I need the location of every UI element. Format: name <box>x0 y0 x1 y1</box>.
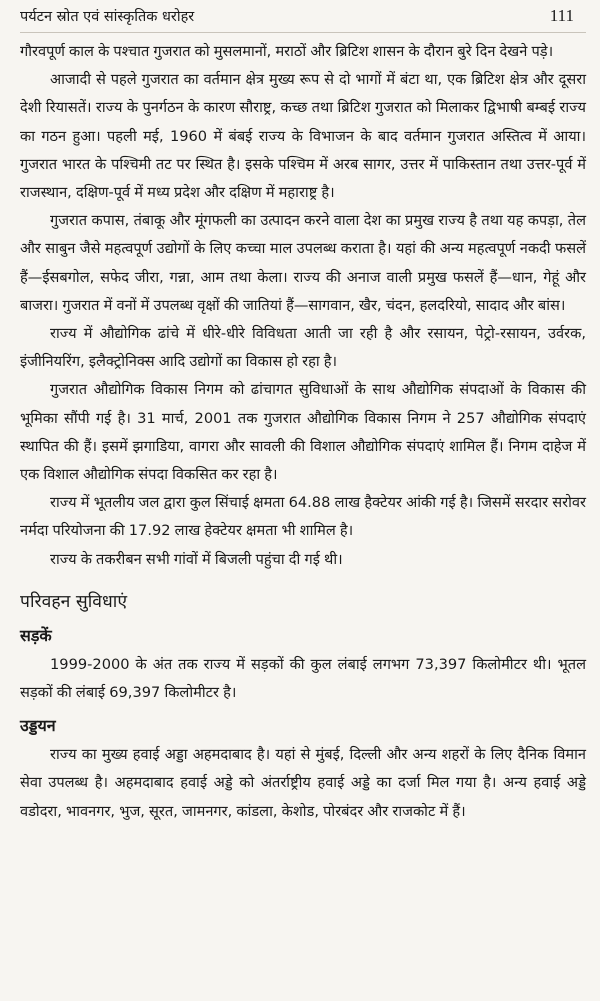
paragraph: गुजरात कपास, तंबाकू और मूंगफली का उत्पादन करने वाला देश का प्रमुख राज्य है तथा यह कपड़ा, तेल और साबुन जैसे महत्वपूर्ण उद्योगों के लिए कच्चा माल उपलब्ध कराता है। यहां की अन्य महत्वपूर्ण नकदी फसलें हैं—ईसबगोल, सफेद जीरा, गन्ना, आम तथा केला। राज्य की अनाज वाली प्रमुख फसलें हैं—धान, गेहूं और बाजरा। गुजरात में वनों में उपलब्ध वृक्षों की जातियां हैं—सागवान, खैर, चंदन, हलदरियो, सादाद और बांस। <box>20 212 586 314</box>
section-heading-transport: परिवहन सुविधाएं <box>20 591 127 612</box>
print-fade-overlay <box>0 861 60 1001</box>
paragraph-roads: 1999-2000 के अंत तक राज्य में सड़कों की कुल लंबाई लगभग 73,397 किलोमीटर थी। भूतल सड़कों की लंबाई 69,397 किलोमीटर है। <box>20 655 586 702</box>
paragraph: आजादी से पहले गुजरात का वर्तमान क्षेत्र मुख्य रूप से दो भागों में बंटा था, एक ब्रिटिश क्षेत्र और दूसरा देशी रियासतें। राज्य के पुनर्गठन के कारण सौराष्ट्र, कच्छ तथा ब्रिटिश गुजरात को मिलाकर द्विभाषी बम्बई राज्य का गठन हुआ। पहली मई, 1960 में बंबई राज्य के विभाजन के बाद वर्तमान गुजरात अस्तित्व में आया। गुजरात भारत के पश्चिमी तट पर स्थित है। इसके पश्चिम में अरब सागर, उत्तर में पाकिस्तान तथा उत्तर-पूर्व में राजस्थान, दक्षिण-पूर्व में मध्य प्रदेश और दक्षिण में महाराष्ट्र है। <box>20 71 586 202</box>
paragraph: राज्य में भूतलीय जल द्वारा कुल सिंचाई क्षमता 64.88 लाख हैक्टेयर आंकी गई है। जिसमें सरदार सरोवर नर्मदा परियोजना की 17.92 लाख हेक्टेयर क्षमता भी शामिल है। <box>20 494 586 540</box>
paragraph: राज्य के तकरीबन सभी गांवों में बिजली पहुंचा दी गई थी। <box>50 550 343 568</box>
running-title: पर्यटन स्रोत एवं सांस्कृतिक धरोहर <box>20 9 195 25</box>
paragraph: गौरवपूर्ण काल के पश्चात गुजरात को मुसलमानों, मराठों और ब्रिटिश शासन के दौरान बुरे दिन देखने पड़े। <box>20 43 554 60</box>
paragraph-aviation: राज्य का मुख्य हवाई अड्डा अहमदाबाद है। यहां से मुंबई, दिल्ली और अन्य शहरों के लिए दैनिक विमान सेवा उपलब्ध है। अहमदाबाद हवाई अड्डे को अंतर्राष्ट्रीय हवाई अड्डे का दर्जा मिल गया है। अन्य हवाई अड्डे वडोदरा, भावनगर, भुज, सूरत, जामनगर, कांडला, केशोड, पोरबंदर और राजकोट में हैं। <box>20 746 586 820</box>
subheading-aviation: उड्डयन <box>20 716 56 736</box>
subheading-roads: सड़कें <box>20 625 52 645</box>
page-number: 111 <box>549 6 574 25</box>
paragraph: गुजरात औद्योगिक विकास निगम को ढांचागत सुविधाओं के साथ औद्योगिक संपदाओं के विकास की भूमिका सौंपी गई है। 31 मार्च, 2001 तक गुजरात औद्योगिक विकास निगम ने 257 औद्योगिक संपदाएं स्थापित की हैं। इसमें झगाडिया, वागरा और सावली की विशाल औद्योगिक संपदाएं शामिल हैं। निगम दाहेज में एक विशाल औद्योगिक संपदा विकसित कर रहा है। <box>20 381 586 484</box>
running-header <box>20 6 586 33</box>
paragraph: राज्य में औद्योगिक ढांचे में धीरे-धीरे विविधता आती जा रही है और रसायन, पेट्रो-रसायन, उर्वरक, इंजीनियरिंग, इलैक्ट्रोनिक्स आदि उद्योगों का विकास हो रहा है। <box>20 325 586 371</box>
